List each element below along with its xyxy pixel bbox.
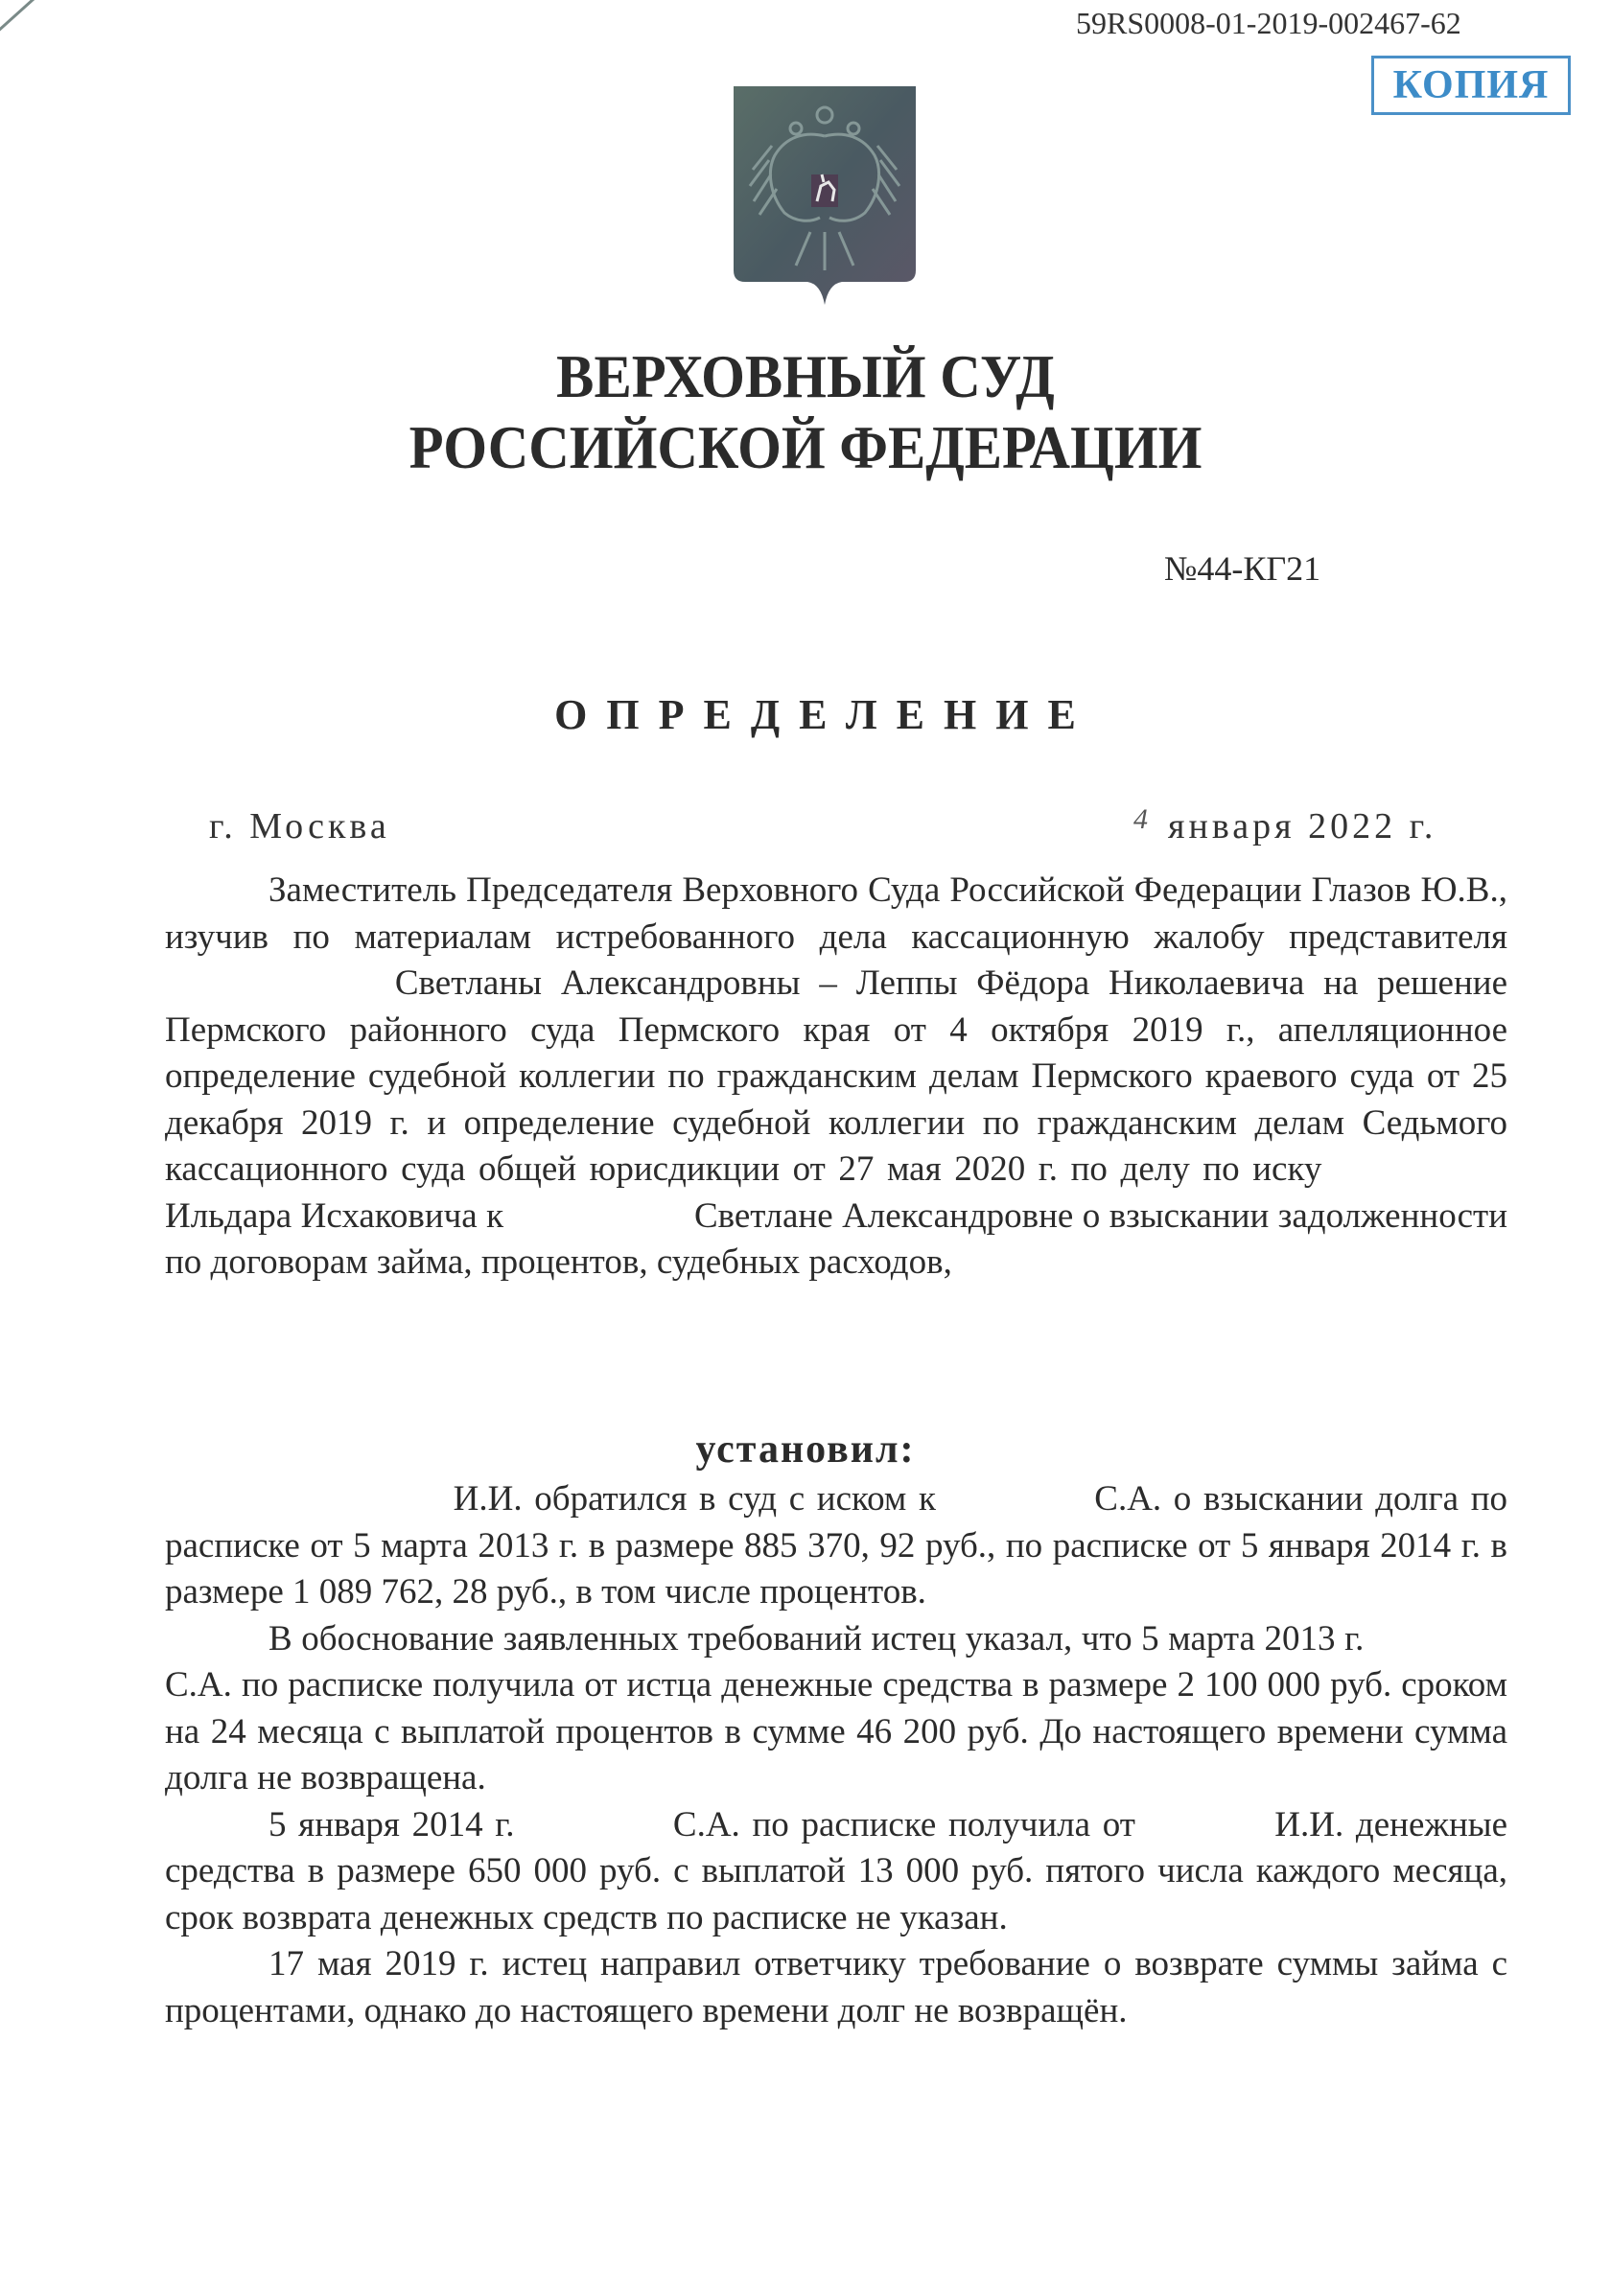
document-date: января 2022 г. bbox=[1168, 806, 1437, 847]
finding-paragraph bbox=[165, 1802, 1507, 1942]
copy-stamp bbox=[1371, 56, 1571, 115]
intro-paragraph bbox=[165, 868, 1507, 1287]
intro-text-3: Ильдара Исхаковича к bbox=[165, 1195, 504, 1236]
russian-coat-of-arms-icon bbox=[729, 79, 921, 309]
findings-section bbox=[165, 1476, 1507, 2034]
finding-text: 17 мая 2019 г. истец направил ответчику требование о возврате суммы займа с процентами, однако до настоящего времени долг не возвращён. bbox=[165, 1944, 1507, 2030]
document-type-title: ОПРЕДЕЛЕНИЕ bbox=[554, 691, 1095, 738]
finding-text: И.И. обратился в суд с иском к bbox=[453, 1479, 936, 1519]
finding-text: 5 января 2014 г. bbox=[268, 1804, 515, 1844]
finding-text: С.А. по расписке получила от bbox=[672, 1804, 1135, 1844]
copy-stamp-label: КОПИЯ bbox=[1392, 63, 1550, 107]
document-number: №44-КГ21 bbox=[1164, 549, 1321, 588]
handwritten-day: 4 bbox=[1133, 803, 1148, 835]
court-name-line2: РОССИЙСКОЙ ФЕДЕРАЦИИ bbox=[409, 413, 1202, 481]
finding-text: С.А. по расписке получила от истца денежные средства в размере 2 100 000 руб. сроком на 24 месяца с выплатой процентов в сумме 46 200 руб. До настоящего времени сумма долга не возвращена. bbox=[165, 1665, 1507, 1797]
court-name bbox=[64, 341, 1547, 483]
case-identifier: 59RS0008-01-2019-002467-62 bbox=[1076, 6, 1461, 40]
scan-pen-mark bbox=[0, 0, 41, 39]
finding-paragraph bbox=[165, 1941, 1507, 2034]
document-place: г. Москва bbox=[209, 806, 390, 847]
finding-text: В обоснование заявленных требований истец указал, что 5 марта 2013 г. bbox=[268, 1618, 1365, 1658]
intro-text-2: Светланы Александровны – Леппы Фёдора Николаевича на решение Пермского районного суда Пермского края от 4 октября 2019 г., апелляционное определение судебной коллегии по гражданским делам Пермского краевого суда от 25 декабря 2019 г. и определение судебной коллегии по гражданским делам Седьмого кассационного суда общей юрисдикции от 27 мая 2020 г. по делу по иску bbox=[165, 963, 1508, 1189]
finding-text: С.А. о взыскании долга по расписке от 5 марта 2013 г. в размере 885 370, 92 руб., по расписке от 5 января 2014 г. в размере 1 089 762, 28 руб., в том числе процентов. bbox=[165, 1479, 1508, 1612]
finding-paragraph bbox=[165, 1476, 1507, 1616]
finding-paragraph bbox=[165, 1616, 1507, 1802]
court-name-line1: ВЕРХОВНЫЙ СУД bbox=[556, 342, 1055, 410]
intro-text-1: Заместитель Председателя Верховного Суда Российской Федерации Глазов Ю.В., изучив по материалам истребованного дела кассационную жалобу представителя bbox=[165, 870, 1507, 957]
section-heading: установил: bbox=[695, 1427, 916, 1472]
intro-text-4: Светлане Александровне о взыскании задолженности по договорам займа, процентов, судебных расходов, bbox=[165, 1195, 1508, 1282]
finding-text: И.И. денежные средства в размере 650 000 руб. с выплатой 13 000 руб. пятого числа каждого месяца, срок возврата денежных средств по расписке не указан. bbox=[165, 1804, 1508, 1937]
